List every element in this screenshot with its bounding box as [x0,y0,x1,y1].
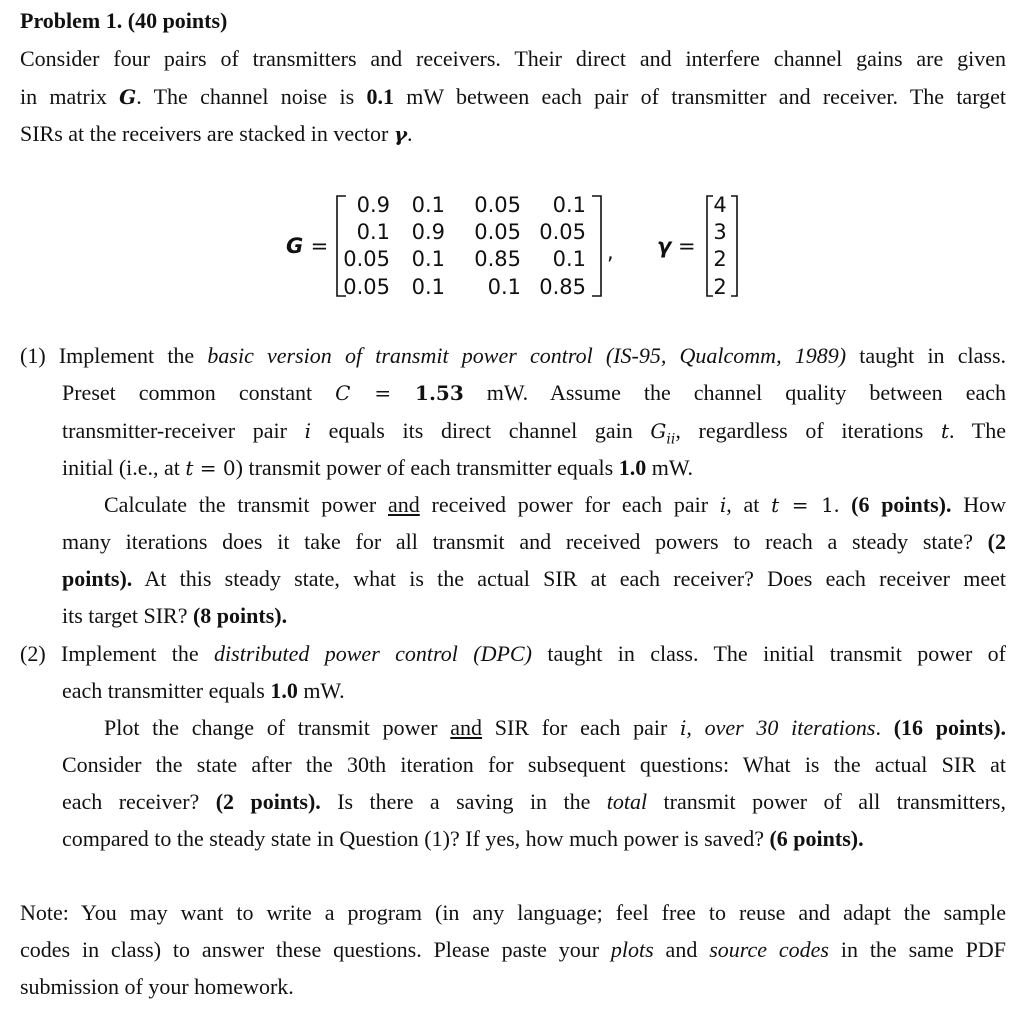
matrix-cell: 0.05 [474,193,521,217]
q2-line-4: Consider the state after the 30th iteration for subsequent questions: What is the actual SIR at [62,752,1006,777]
q2-line-5: each receiver? (2 points). Is there a saving in the total transmit power of all transmitters, [62,789,1006,814]
matrix-cell: 0.85 [539,275,586,299]
matrix-cell: 0.1 [356,220,390,244]
vector-symbol-gamma: γ [393,122,408,146]
matrix-g-label: G = [286,234,329,258]
q1-line-5: Calculate the transmit power and received power for each pair i, at t = 1. (6 points). How [104,492,1007,517]
matrix-cell: 0.9 [411,220,445,244]
matrix-cell: 0.1 [552,193,586,217]
intro-line-2: in matrix G. The channel noise is 0.1 mW between each pair of transmitter and receiver. The target [20,84,1007,109]
note-line-3: submission of your homework. [20,974,294,999]
matrix-cell: 0.1 [411,275,445,299]
matrix-comma: , [607,240,614,264]
matrix-cell: 0.1 [411,193,445,217]
matrix-symbol-g: G [119,85,137,109]
matrix-cell: 0.1 [487,275,521,299]
note-line-2: codes in class) to answer these questions. Please paste your plots and source codes in the same PDF [20,937,1006,962]
q2-line-2: each transmitter equals 1.0 mW. [62,678,345,703]
matrix-cell: 0.9 [356,193,390,217]
matrix-cell: 0.1 [411,247,445,271]
matrix-cell: 0.05 [343,275,390,299]
q1-line-2: Preset common constant C = 1.53 mW. Assume the channel quality between each [62,380,1006,405]
matrix-cell: 0.05 [539,220,586,244]
matrix-cell: 0.05 [474,220,521,244]
q1-line-7: points). At this steady state, what is the actual SIR at each receiver? Does each receiver meet [62,566,1006,591]
matrix-cell: 0.05 [343,247,390,271]
q1-line-4: initial (i.e., at t = 0) transmit power of each transmitter equals 1.0 mW. [62,455,694,480]
q2-line-6: compared to the steady state in Question (1)? If yes, how much power is saved? (6 points). [62,826,864,851]
intro-line-3: SIRs at the receivers are stacked in vector γ. [20,121,413,146]
q1-line-1: (1) Implement the basic version of transmit power control (IS-95, Qualcomm, 1989) taught in class. [20,343,1007,368]
problem-title: Problem 1. (40 points) [20,8,228,33]
matrix-right-bracket [590,194,604,298]
vector-gamma-label: γ = [657,234,696,258]
q1-line-3: transmitter-receiver pair i equals its direct channel gain $G_{ii}$, regardless of iterations t. The [62,418,1007,448]
intro-line-1: Consider four pairs of transmitters and receivers. Their direct and interfere channel gains are given [20,46,1006,71]
note-line-1: Note: You may want to write a program (in any language; feel free to reuse and adapt the sample [20,900,1006,925]
q1-line-6: many iterations does it take for all transmit and received powers to reach a steady state? (2 [62,529,1006,554]
matrix-cell: 0.85 [474,247,521,271]
vector-cell: 2 [713,247,727,271]
q2-line-1: (2) Implement the distributed power control (DPC) taught in class. The initial transmit power of [20,641,1006,666]
vector-cell: 3 [713,220,727,244]
vector-cell: 4 [713,193,727,217]
vector-cell: 2 [713,275,727,299]
matrix-cell: 0.1 [552,247,586,271]
vector-right-bracket [730,194,740,298]
q2-line-3: Plot the change of transmit power and SIR for each pair i, over 30 iterations. (16 points). [104,715,1007,740]
q1-line-8: its target SIR? (8 points). [62,603,288,628]
